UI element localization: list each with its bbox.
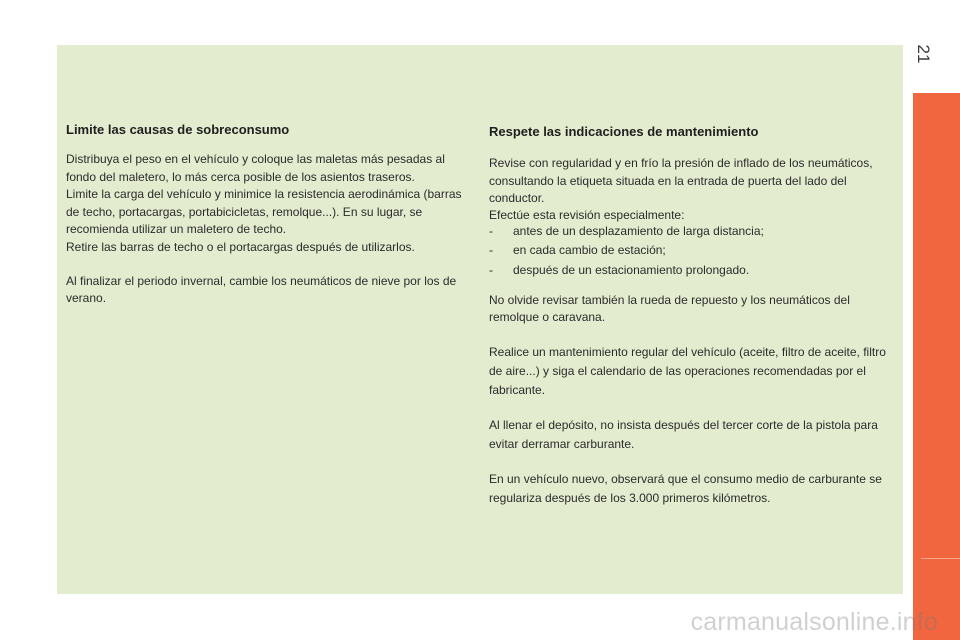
right-paragraph: En un vehículo nuevo, observará que el consumo medio de carburante se regulariza después de los 3.000 primeros kilómetros. [489,471,882,505]
list-item: - antes de un desplazamiento de larga distancia; [489,223,899,241]
left-paragraph: Retire las barras de techo o el portacargas después de utilizarlos. [66,239,415,254]
left-paragraph: Distribuya el peso en el vehículo y coloque las maletas más pesadas al fondo del maletero, lo más cerca posible de los asientos traseros. [66,152,445,184]
list-item: - en cada cambio de estación; [489,242,899,260]
right-section-title: Respete las indicaciones de mantenimiento [489,124,759,139]
right-column [489,122,899,508]
left-column [66,122,472,308]
right-paragraph: No olvide revisar también la rueda de repuesto y los neumáticos del remolque o caravana. [489,292,850,325]
right-paragraph: Realice un mantenimiento regular del vehículo (aceite, filtro de aceite, filtro de aire...) y siga el calendario de las operaciones recomendadas por el fabricante. [489,344,886,397]
left-section-title: Limite las causas de sobreconsumo [66,122,290,137]
watermark: carmanualsonline.info [690,608,938,636]
page-number: 21 [914,44,933,64]
chapter-tab [913,93,960,640]
left-paragraph: Al finalizar el periodo invernal, cambie los neumáticos de nieve por los de verano. [66,273,457,306]
right-intro: Revise con regularidad y en frío la presión de inflado de los neumáticos, consultando la etiqueta situada en la entrada de puerta del lado del conductor. [489,156,873,206]
right-paragraph: Al llenar el depósito, no insista después del tercer corte de la pistola para evitar derramar carburante. [489,417,878,451]
list-item: - después de un estacionamiento prolongado. [489,262,899,280]
tab-divider [921,558,960,559]
check-list [489,223,899,280]
left-paragraph: Limite la carga del vehículo y minimice la resistencia aerodinámica (barras de techo, portacargas, portabicicletas, remolque...). En su lugar, se recomienda utilizar un maletero de techo. [66,187,462,237]
right-check-intro: Efectúe esta revisión especialmente: [489,207,685,222]
